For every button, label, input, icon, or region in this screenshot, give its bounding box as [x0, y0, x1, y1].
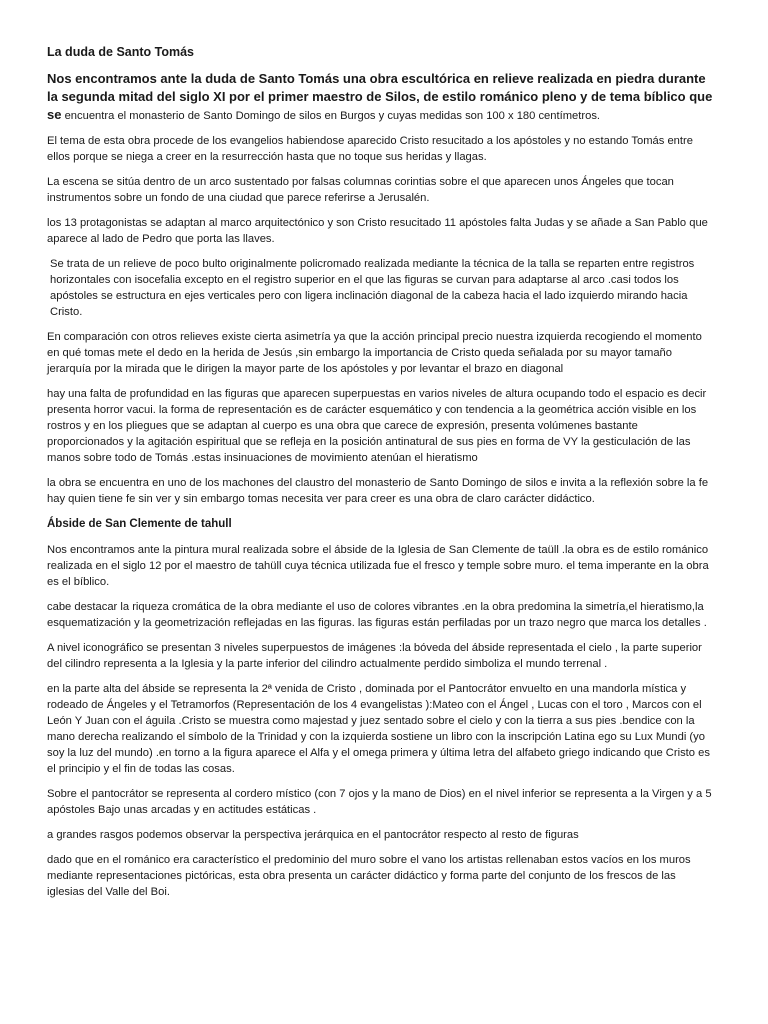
paragraph: la obra se encuentra en uno de los machones del claustro del monasterio de Santo Domingo de silos e invita a la reflexión sobre la fe hay quien tiene fe sin ver y sin embargo tomas necesita ver para creer es una obra de claro carácter didáctico.	[47, 477, 709, 505]
paragraph: Nos encontramos ante la pintura mural realizada sobre el ábside de la Iglesia de San Clemente de taüll .la obra es de estilo románico realizada en el siglo 12 por el maestro de tahüll cuya técnica utilizada fue el fresco y temple sobre muro. el tema imperante en la obra es el bíblico.	[47, 544, 709, 588]
paragraph: Se trata de un relieve de poco bulto originalmente policromado realizada mediante la técnica de la talla se reparten entre registros horizontales con isocefalia excepto en el registro superior en el que las figuras se curvan para adaptarse al arco .casi todos los apóstoles se estructura en ejes verticales pero con ligera inclinación diagonal de la cabeza hacia el lado izquierdo mirando hacia Cristo.	[50, 258, 695, 318]
paragraph: hay una falta de profundidad en las figuras que aparecen superpuestas en varios niveles de altura ocupando todo el espacio es decir presenta horror vacui. la forma de representación es de carácter esquemático y con tendencia a la geométrica acción visible en los rostros y en los pliegues que se adaptan al cuerpo es una obra que carece de expresión, presenta volúmenes bastante proporcionados y la agitación espiritual que se refleja en la posición antinatural de sus pies en forma de VY la gesticulación de las manos sobre todo de Tomás .estas insinuaciones de movimiento atenúan el hieratismo	[47, 388, 707, 464]
paragraph: los 13 protagonistas se adaptan al marco arquitectónico y son Cristo resucitado 11 apóstoles falta Judas y se añade a San Pablo que aparece al lado de Pedro que porta las llaves.	[47, 217, 708, 245]
heading-duda-santo-tomas: La duda de Santo Tomás	[47, 45, 195, 59]
paragraph: en la parte alta del ábside se representa la 2ª venida de Cristo , dominada por el Pantocrátor envuelto en una mandorla mística y rodeado de Ángeles y el Tetramorfos (Representación de los 4 evangelistas ):Mateo con el Ángel , Lucas con el toro , Marcos con el León Y Juan con el águila .Cristo se muestra como majestad y juez sentado sobre el cielo y con la tierra a sus pies .bendice con la mano derecha realizando el símbolo de la Trinidad y con la izquierda sostiene un libro con la inscripción Latina ego su Lux Mundi (yo soy la luz del mundo) .en torno a la figura aparece el Alfa y el omega primera y última letra del alfabeto griego indicando que Cristo es el principio y el fin de todas las cosas.	[47, 683, 710, 775]
paragraph: La escena se sitúa dentro de un arco sustentado por falsas columnas corintias sobre el que aparecen unos Ángeles que tocan instrumentos sobre un fondo de una ciudad que parece referirse a Jerusalén.	[47, 176, 674, 204]
paragraph: a grandes rasgos podemos observar la perspectiva jerárquica en el pantocrátor respecto al resto de figuras	[47, 829, 579, 841]
lead-paragraph	[47, 70, 716, 124]
paragraph: dado que en el románico era característico el predominio del muro sobre el vano los artistas rellenaban estos vacíos en los muros mediante representaciones pictóricas, esta obra presenta un carácter didáctico y forma parte del conjunto de los frescos de las iglesias del Valle del Boi.	[47, 854, 691, 898]
lead-large-text: Nos encontramos ante la duda de Santo Tomás una obra escultórica en relieve realizada en piedra durante la segunda mitad del siglo XI por el primer maestro de Silos, de estilo románico pleno y de tema bíblico que se	[47, 71, 713, 122]
paragraph: En comparación con otros relieves existe cierta asimetría ya que la acción principal precio nuestra izquierda recogiendo el momento en qué tomas mete el dedo en la herida de Jesús ,sin embargo la importancia de Cristo queda señalada por su mayor tamaño jerarquía por la mirada que le dirigen la mayor parte de los apóstoles y por levantar el brazo en diagonal	[47, 331, 702, 375]
paragraph: El tema de esta obra procede de los evangelios habiendose aparecido Cristo resucitado a los apóstoles y no estando Tomás entre ellos porque se niega a creer en la resurrección hasta que no toque sus heridas y llagas.	[47, 135, 693, 163]
lead-small-text: encuentra el monasterio de Santo Domingo de silos en Burgos y cuyas medidas son 100 x 180 centímetros.	[64, 110, 601, 122]
paragraph: cabe destacar la riqueza cromática de la obra mediante el uso de colores vibrantes .en la obra predomina la simetría,el hieratismo,la esquematización y la geometrización reflejadas en las figuras. las figuras están perfiladas por un trazo negro que marca los detalles .	[47, 601, 707, 629]
paragraph: Sobre el pantocrátor se representa al cordero místico (con 7 ojos y la mano de Dios) en el nivel inferior se representa a la Virgen y a 5 apóstoles Bajo unas arcadas y en actitudes estáticas .	[47, 788, 712, 816]
paragraph: A nivel iconográfico se presentan 3 niveles superpuestos de imágenes :la bóveda del ábside representada el cielo , la parte superior del cilindro representa a la Iglesia y la parte inferior del cilindro actualmente perdido simboliza el mundo terrenal .	[47, 642, 702, 670]
heading-abside-san-clemente: Ábside de San Clemente de tahull	[47, 518, 232, 530]
